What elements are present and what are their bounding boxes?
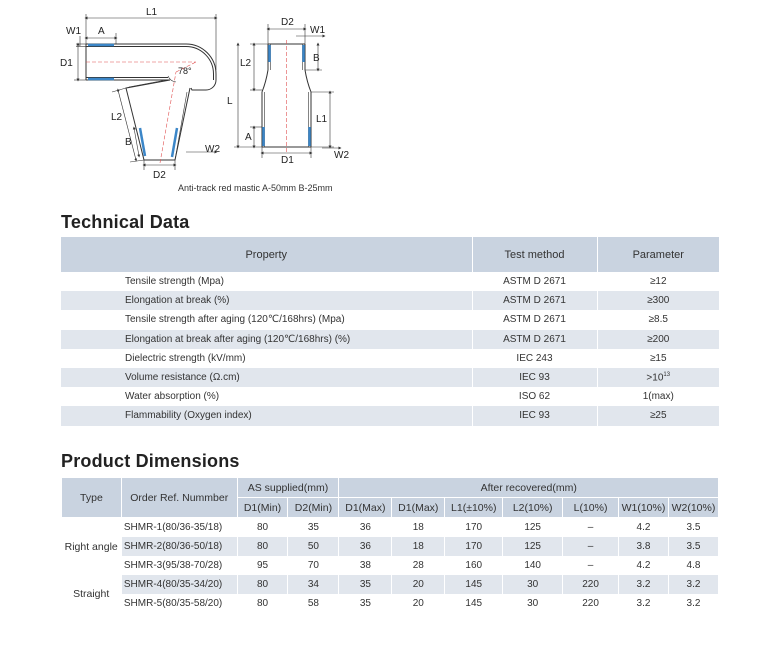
header-d1-max: D1(Max) <box>339 498 392 518</box>
w1-cell: 3.8 <box>619 537 669 556</box>
l2-cell: 125 <box>503 537 563 556</box>
property-cell: Flammability (Oxygen index) <box>61 406 472 425</box>
test-method-cell: ASTM D 2671 <box>472 291 597 310</box>
d1max-cell: 36 <box>339 537 392 556</box>
l2-cell: 140 <box>503 556 563 575</box>
header-l: L(10%) <box>563 498 619 518</box>
l2-cell: 30 <box>503 575 563 594</box>
parameter-cell <box>597 272 719 291</box>
property-cell: Tensile strength (Mpa) <box>61 272 472 291</box>
header-property: Property <box>61 237 472 272</box>
svg-text:B: B <box>125 137 132 148</box>
svg-text:L2: L2 <box>111 112 123 123</box>
d2min-cell: 50 <box>288 537 339 556</box>
w2-cell: 3.2 <box>668 575 718 594</box>
d1min-cell: 80 <box>237 594 288 613</box>
svg-text:W1: W1 <box>310 25 325 36</box>
type-cell: Right angle <box>62 518 122 576</box>
header-order-ref: Order Ref. Nummber <box>121 478 237 518</box>
parameter-cell <box>597 368 719 387</box>
ref-cell: SHMR-2(80/36-50/18) <box>121 537 237 556</box>
header-test-method: Test method <box>472 237 597 272</box>
d1max-cell: 35 <box>339 594 392 613</box>
table-row <box>62 537 719 556</box>
header-type: Type <box>62 478 122 518</box>
diagram-caption: Anti-track red mastic A-50mm B-25mm <box>178 183 333 193</box>
l-cell: – <box>563 518 619 538</box>
svg-text:L2: L2 <box>240 58 252 69</box>
d2max-cell: 18 <box>392 537 445 556</box>
technical-data-title: Technical Data <box>61 212 190 232</box>
header-l2: L2(10%) <box>503 498 563 518</box>
l1-cell: 160 <box>445 556 503 575</box>
product-dimensions-table <box>61 477 719 613</box>
right-angle-labels <box>60 7 220 181</box>
product-diagram <box>0 0 768 200</box>
svg-text:A: A <box>98 26 105 37</box>
technical-data-table <box>61 237 719 426</box>
table-row <box>61 349 719 368</box>
d2min-cell: 34 <box>288 575 339 594</box>
parameter-value: ≥300 <box>647 295 670 307</box>
header-w1: W1(10%) <box>619 498 669 518</box>
svg-text:W2: W2 <box>334 150 349 161</box>
right-angle-boot-drawing <box>86 44 216 163</box>
d1min-cell: 80 <box>237 575 288 594</box>
svg-text:L: L <box>227 96 233 107</box>
parameter-cell <box>597 387 719 406</box>
table-row <box>61 387 719 406</box>
l2-cell: 125 <box>503 518 563 538</box>
svg-text:D2: D2 <box>281 17 294 28</box>
d2max-cell: 18 <box>392 518 445 538</box>
d1min-cell: 80 <box>237 518 288 538</box>
parameter-cell <box>597 310 719 329</box>
parameter-value: 1(max) <box>642 391 674 403</box>
l1-cell: 170 <box>445 537 503 556</box>
property-cell: Elongation at break (%) <box>61 291 472 310</box>
d2max-cell: 20 <box>392 575 445 594</box>
l1-cell: 145 <box>445 594 503 613</box>
svg-text:W2: W2 <box>205 144 220 155</box>
l2-cell: 30 <box>503 594 563 613</box>
l-cell: 220 <box>563 575 619 594</box>
d1min-cell: 95 <box>237 556 288 575</box>
svg-text:D1: D1 <box>281 155 294 166</box>
svg-text:D2: D2 <box>153 170 166 181</box>
table-header-row <box>61 237 719 272</box>
w1-cell: 3.2 <box>619 594 669 613</box>
svg-text:A: A <box>245 132 252 143</box>
parameter-value: ≥15 <box>649 352 667 364</box>
test-method-cell: ASTM D 2671 <box>472 330 597 349</box>
table-row <box>62 575 719 594</box>
table-row <box>62 556 719 575</box>
l1-cell: 170 <box>445 518 503 538</box>
svg-text:L1: L1 <box>146 7 158 18</box>
header-as-supplied: AS supplied(mm) <box>237 478 339 498</box>
header-w2: W2(10%) <box>668 498 718 518</box>
header-parameter: Parameter <box>597 237 719 272</box>
test-method-cell: IEC 243 <box>472 349 597 368</box>
table-row <box>61 310 719 329</box>
w1-cell: 4.2 <box>619 518 669 538</box>
parameter-value: ≥200 <box>647 333 670 345</box>
parameter-value: >10 <box>646 372 664 384</box>
test-method-cell: ASTM D 2671 <box>472 272 597 291</box>
header-d1-min: D1(Min) <box>237 498 288 518</box>
straight-labels <box>227 17 349 166</box>
ref-cell: SHMR-3(95/38-70/28) <box>121 556 237 575</box>
type-cell: Straight <box>62 575 122 613</box>
parameter-cell <box>597 349 719 368</box>
d2max-cell: 20 <box>392 594 445 613</box>
table-row <box>62 594 719 613</box>
test-method-cell: ASTM D 2671 <box>472 310 597 329</box>
l-cell: 220 <box>563 594 619 613</box>
ref-cell: SHMR-1(80/36-35/18) <box>121 518 237 538</box>
header-after-recovered: After recovered(mm) <box>339 478 719 498</box>
table-row <box>61 272 719 291</box>
table-row <box>61 330 719 349</box>
d1max-cell: 38 <box>339 556 392 575</box>
parameter-exponent: 13 <box>663 371 671 378</box>
test-method-cell: IEC 93 <box>472 406 597 425</box>
ref-cell: SHMR-5(80/35-58/20) <box>121 594 237 613</box>
property-cell: Water absorption (%) <box>61 387 472 406</box>
product-dimensions-title: Product Dimensions <box>61 451 240 471</box>
table-row <box>61 406 719 425</box>
ref-cell: SHMR-4(80/35-34/20) <box>121 575 237 594</box>
w2-cell: 3.2 <box>668 594 718 613</box>
svg-text:W1: W1 <box>66 26 81 37</box>
parameter-value: ≥12 <box>649 276 667 288</box>
property-cell: Elongation at break after aging (120℃/168hrs) (%) <box>61 330 472 349</box>
header-l1: L1(±10%) <box>445 498 503 518</box>
svg-text:78°: 78° <box>178 66 192 76</box>
parameter-cell <box>597 406 719 425</box>
w1-cell: 4.2 <box>619 556 669 575</box>
table-row <box>61 368 719 387</box>
d1min-cell: 80 <box>237 537 288 556</box>
table-row <box>61 291 719 310</box>
w2-cell: 3.5 <box>668 518 718 538</box>
l-cell: – <box>563 556 619 575</box>
d2min-cell: 58 <box>288 594 339 613</box>
right-angle-dimensions <box>74 14 216 170</box>
svg-text:L1: L1 <box>316 114 328 125</box>
l1-cell: 145 <box>445 575 503 594</box>
d1max-cell: 36 <box>339 518 392 538</box>
svg-text:B: B <box>313 53 320 64</box>
l-cell: – <box>563 537 619 556</box>
parameter-value: ≥25 <box>649 410 667 422</box>
d2min-cell: 35 <box>288 518 339 538</box>
table-row <box>62 518 719 538</box>
d2min-cell: 70 <box>288 556 339 575</box>
d1max-cell: 35 <box>339 575 392 594</box>
parameter-cell <box>597 291 719 310</box>
d2max-cell: 28 <box>392 556 445 575</box>
svg-text:D1: D1 <box>60 58 73 69</box>
w2-cell: 4.8 <box>668 556 718 575</box>
parameter-value: ≥8.5 <box>648 314 668 326</box>
property-cell: Volume resistance (Ω.cm) <box>61 368 472 387</box>
header-d2-min: D2(Min) <box>288 498 339 518</box>
test-method-cell: IEC 93 <box>472 368 597 387</box>
property-cell: Dielectric strength (kV/mm) <box>61 349 472 368</box>
header-d2-max: D1(Max) <box>392 498 445 518</box>
property-cell: Tensile strength after aging (120℃/168hrs) (Mpa) <box>61 310 472 329</box>
parameter-cell <box>597 330 719 349</box>
w1-cell: 3.2 <box>619 575 669 594</box>
w2-cell: 3.5 <box>668 537 718 556</box>
test-method-cell: ISO 62 <box>472 387 597 406</box>
